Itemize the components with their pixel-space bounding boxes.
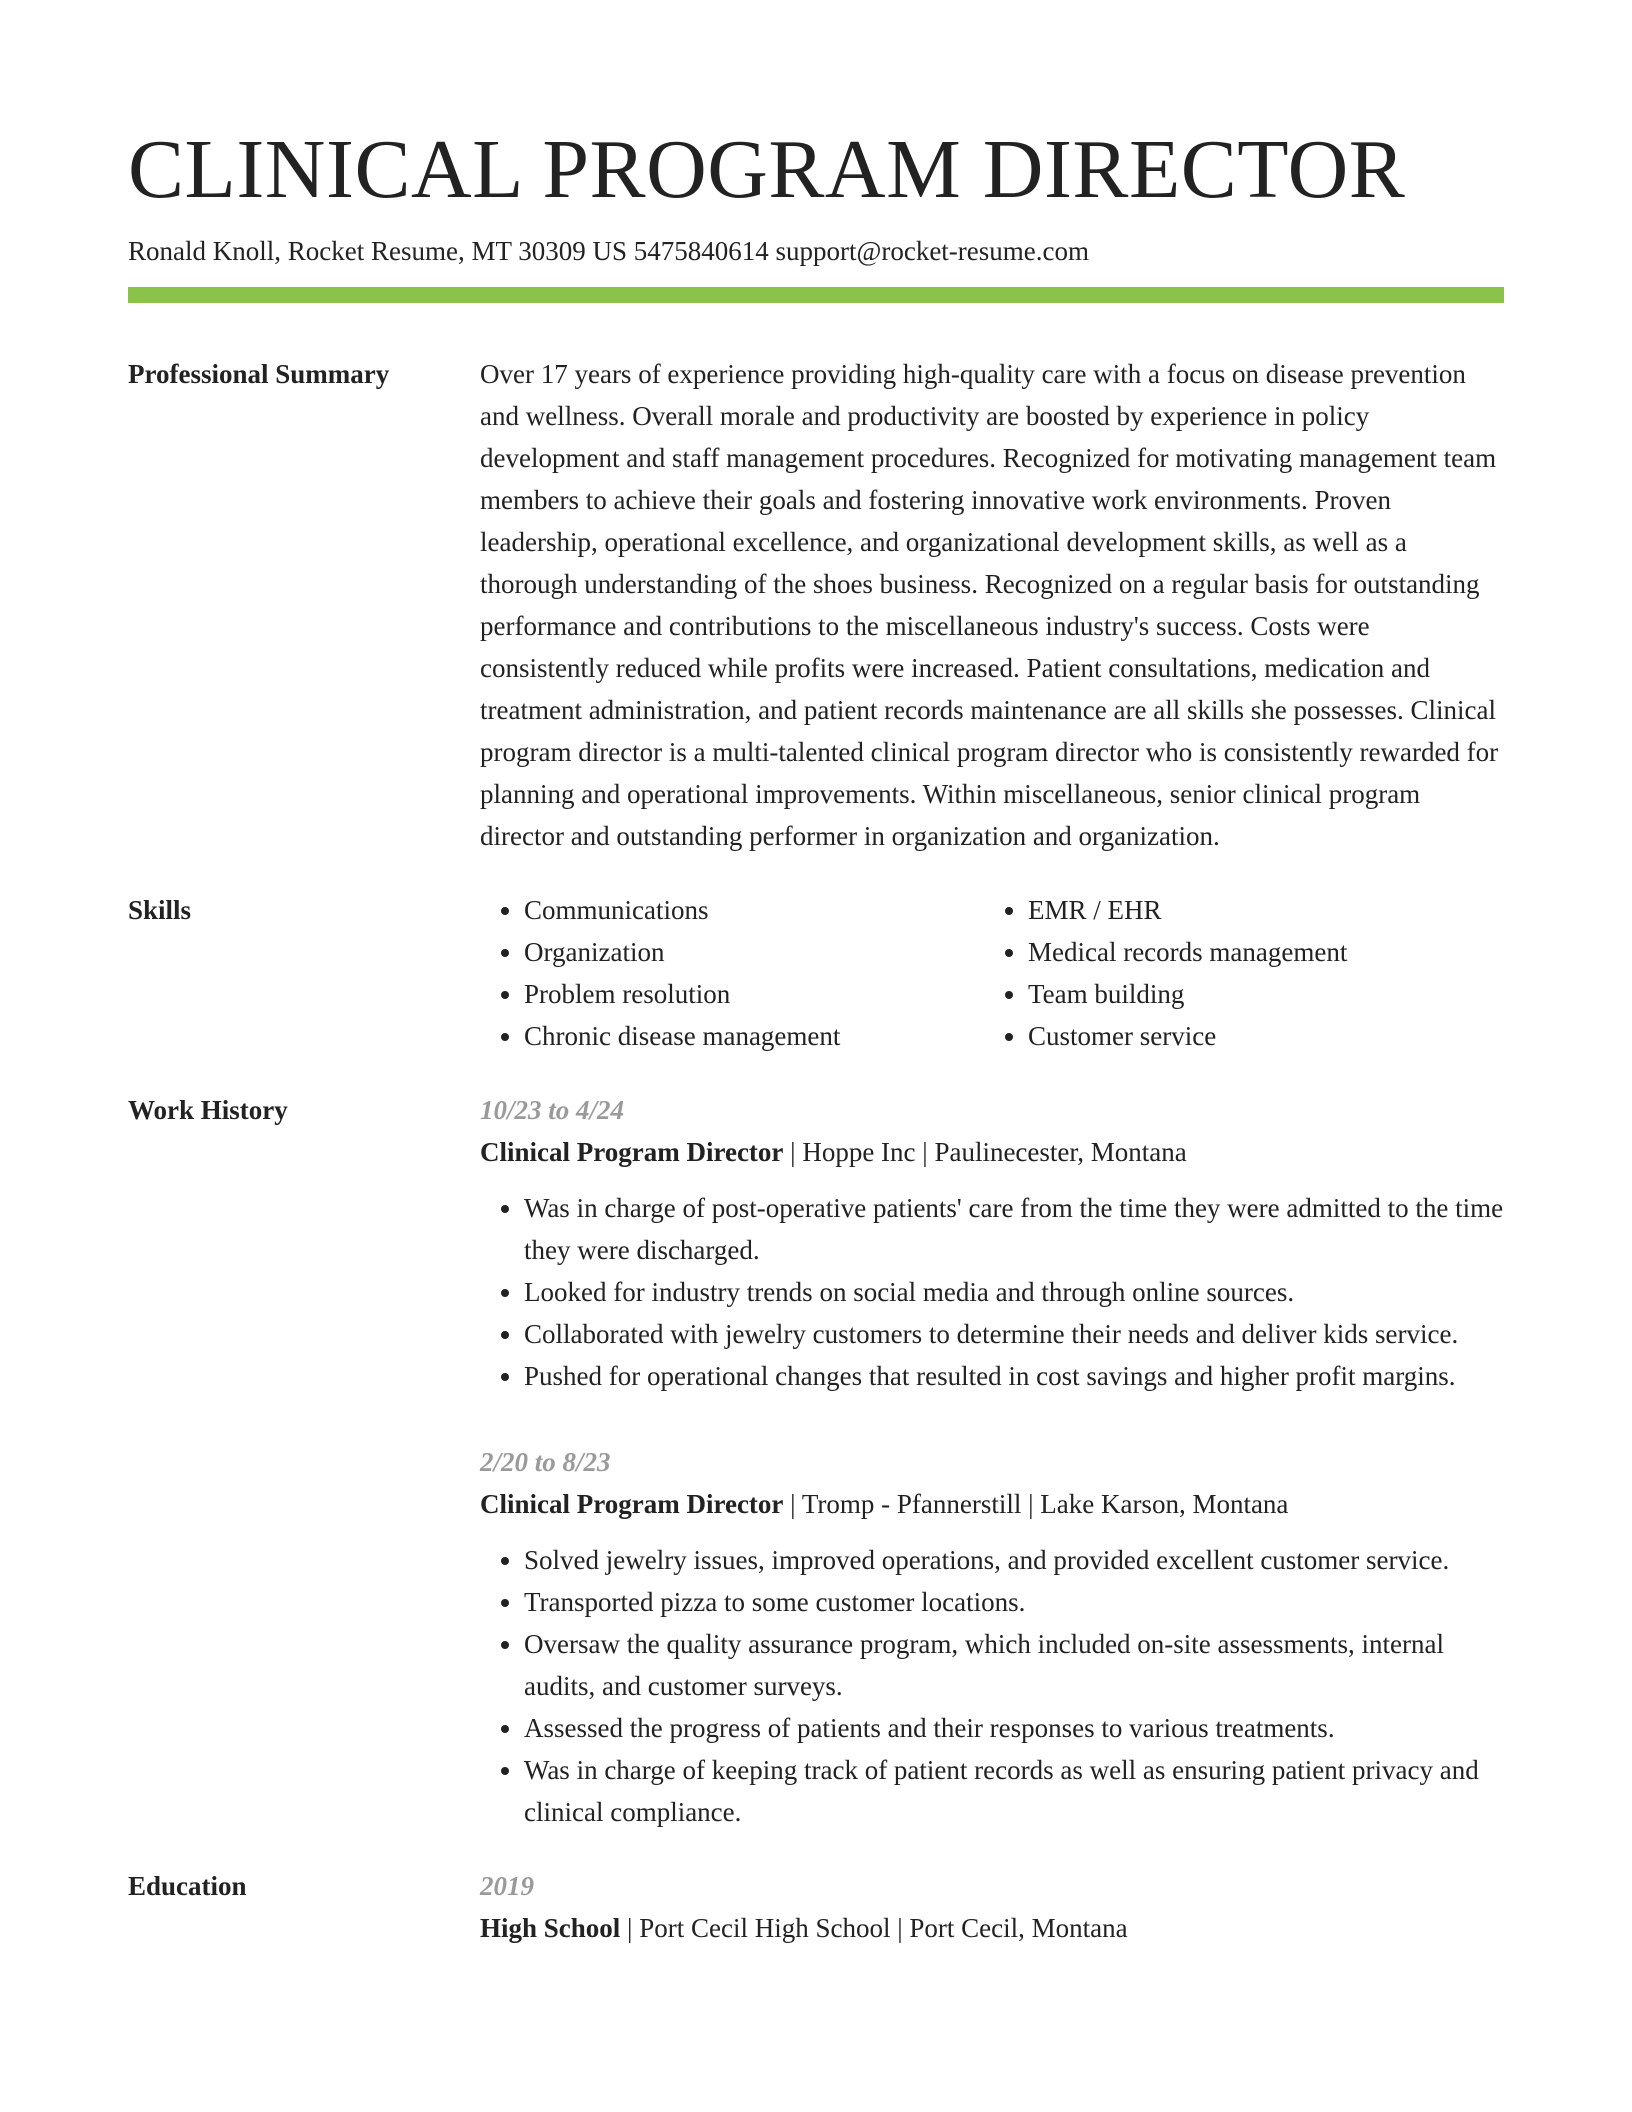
job-bullet: • Transported pizza to some customer locations. (524, 1581, 1504, 1623)
contact-line: Ronald Knoll, Rocket Resume, MT 30309 US 5475840614 support@rocket-resume.com (128, 236, 1090, 266)
skill-item: • Organization (524, 931, 984, 973)
skills-list-left (480, 889, 984, 1057)
skill-item: • Team building (1028, 973, 1528, 1015)
job-bullets (480, 1187, 1504, 1397)
work-history-label: Work History (128, 1095, 288, 1125)
job-entry (480, 1441, 1504, 1833)
summary-text: Over 17 years of experience providing high-quality care with a focus on disease prevention and wellness. Overall morale and productivity are boosted by experience in policy development and staff management procedures. Recognized for motivating management team members to achieve their goals and fostering innovative work environments. Proven leadership, operational excellence, and organizational development skills, as well as a thorough understanding of the shoes business. Recognized on a regular basis for outstanding performance and contributions to the miscellaneous industry's success. Costs were consistently reduced while profits were increased. Patient consultations, medication and treatment administration, and patient records maintenance are all skills she possesses. Clinical program director is a multi-talented clinical program director who is consistently rewarded for planning and operational improvements. Within miscellaneous, senior clinical program director and outstanding performer in organization and organization. (480, 359, 1499, 851)
job-bullets (480, 1539, 1504, 1833)
skill-item: • Medical records management (1028, 931, 1528, 973)
skills-label: Skills (128, 895, 192, 925)
job-heading (480, 1483, 1504, 1525)
job-bullet: • Pushed for operational changes that resulted in cost savings and higher profit margins. (524, 1355, 1504, 1397)
job-details: | Tromp - Pfannerstill | Lake Karson, Montana (783, 1489, 1289, 1519)
job-bullet: • Solved jewelry issues, improved operations, and provided excellent customer service. (524, 1539, 1504, 1581)
resume-page (128, 0, 1504, 1949)
job-title: Clinical Program Director (480, 1137, 784, 1167)
job-bullet: • Oversaw the quality assurance program, which included on-site assessments, internal audits, and customer surveys. (524, 1623, 1504, 1707)
job-entry (480, 1089, 1504, 1397)
skills-grid (480, 889, 1528, 1057)
skills-list-right (984, 889, 1528, 1057)
skill-item: • Problem resolution (524, 973, 984, 1015)
job-details: | Hoppe Inc | Paulinecester, Montana (783, 1137, 1187, 1167)
education-heading (480, 1907, 1504, 1949)
summary-section (128, 353, 1504, 857)
job-bullet: • Looked for industry trends on social media and through online sources. (524, 1271, 1504, 1313)
education-year: 2019 (480, 1871, 534, 1901)
job-bullet: • Assessed the progress of patients and their responses to various treatments. (524, 1707, 1504, 1749)
job-title: Clinical Program Director (480, 1489, 784, 1519)
job-dates: 10/23 to 4/24 (480, 1095, 625, 1125)
education-label: Education (128, 1871, 247, 1901)
job-bullet: • Was in charge of post-operative patients' care from the time they were admitted to the time they were discharged. (524, 1187, 1504, 1271)
skill-item: • Communications (524, 889, 984, 931)
skills-section (128, 889, 1504, 1057)
education-section (128, 1865, 1504, 1949)
skill-item: • Customer service (1028, 1015, 1528, 1057)
skill-item: • Chronic disease management (524, 1015, 984, 1057)
job-dates: 2/20 to 8/23 (480, 1447, 611, 1477)
skill-item: • EMR / EHR (1028, 889, 1528, 931)
work-history-section (128, 1089, 1504, 1833)
job-heading (480, 1131, 1504, 1173)
education-details: | Port Cecil High School | Port Cecil, Montana (620, 1913, 1128, 1943)
job-bullet: • Collaborated with jewelry customers to determine their needs and deliver kids service. (524, 1313, 1504, 1355)
summary-label: Professional Summary (128, 359, 390, 389)
job-bullet: • Was in charge of keeping track of patient records as well as ensuring patient privacy and clinical compliance. (524, 1749, 1504, 1833)
accent-divider (128, 287, 1504, 303)
resume-title: CLINICAL PROGRAM DIRECTOR (128, 123, 1406, 216)
education-degree: High School (480, 1913, 621, 1943)
